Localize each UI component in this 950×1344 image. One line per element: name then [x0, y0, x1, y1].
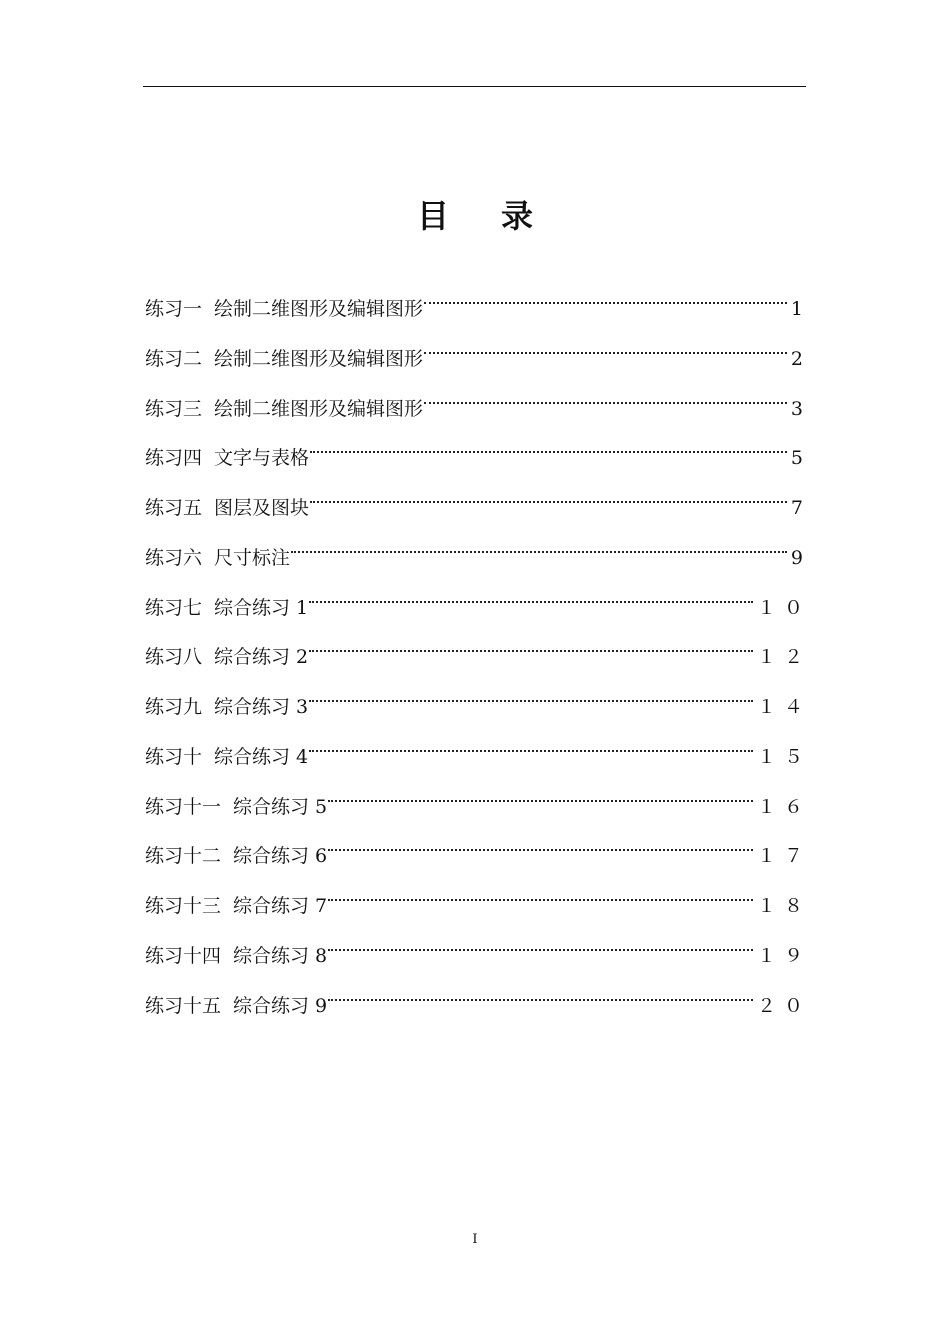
toc-leader-dots: [309, 673, 753, 713]
toc-entry-page: １７: [756, 845, 811, 868]
toc-entry-number: 练习十二: [145, 845, 222, 868]
toc-entry[interactable]: [145, 325, 811, 375]
toc-entry[interactable]: [145, 524, 811, 574]
toc-entry-page: １２: [756, 646, 811, 669]
toc-entry-number: 练习十五: [145, 994, 222, 1017]
toc-entry[interactable]: [145, 872, 811, 922]
toc-title-char-1: 目: [416, 197, 449, 235]
toc-entry[interactable]: [145, 474, 811, 524]
toc-leader-dots: [328, 773, 753, 813]
toc-entry-page: 3: [790, 397, 811, 420]
toc-leader-dots: [328, 972, 753, 1012]
toc-entry-topic: 综合练习 3: [214, 696, 309, 718]
toc-entry[interactable]: [145, 922, 811, 972]
toc-entry-topic: 图层及图块: [214, 497, 310, 519]
toc-entry-number: 练习十一: [145, 795, 222, 818]
toc-entry-number: 练习一: [145, 298, 203, 320]
toc-entry-number: 练习九: [145, 696, 203, 718]
toc-entry-page: １８: [756, 895, 811, 917]
toc-entry-number: 练习十三: [145, 895, 222, 917]
toc-entry[interactable]: [145, 574, 811, 624]
toc-entry-number: 练习十四: [145, 944, 222, 967]
toc-list: [145, 275, 811, 1021]
toc-entry[interactable]: [145, 773, 811, 823]
toc-entry[interactable]: [145, 623, 811, 673]
toc-leader-dots: [328, 822, 753, 862]
toc-entry[interactable]: [145, 972, 811, 1022]
toc-leader-dots: [310, 474, 787, 514]
toc-entry-page: 9: [790, 546, 811, 569]
toc-entry-topic: 绘制二维图形及编辑图形: [214, 347, 424, 370]
toc-entry-number: 练习五: [145, 497, 203, 519]
toc-entry-topic: 综合练习 1: [214, 596, 309, 619]
toc-entry-number: 练习三: [145, 397, 203, 420]
toc-leader-dots: [424, 275, 787, 315]
toc-entry-number: 练习八: [145, 646, 203, 669]
toc-entry-topic: 综合练习 9: [233, 994, 328, 1017]
toc-entry-topic: 绘制二维图形及编辑图形: [214, 298, 424, 320]
toc-leader-dots: [424, 325, 787, 365]
toc-entry[interactable]: [145, 673, 811, 723]
header-rule: [143, 86, 806, 87]
toc-entry-page: １６: [756, 795, 811, 818]
toc-entry-page: １５: [756, 745, 811, 768]
toc-entry-number: 练习四: [145, 447, 203, 470]
toc-entry-page: 1: [790, 298, 811, 320]
toc-entry-page: 5: [790, 447, 811, 470]
toc-entry[interactable]: [145, 424, 811, 474]
toc-entry-number: 练习六: [145, 546, 203, 569]
toc-entry-topic: 绘制二维图形及编辑图形: [214, 397, 424, 420]
toc-leader-dots: [328, 872, 753, 912]
toc-leader-dots: [424, 375, 787, 415]
toc-entry[interactable]: [145, 822, 811, 872]
toc-title: [0, 190, 950, 242]
toc-entry-number: 练习七: [145, 596, 203, 619]
page-footer-number: I: [472, 1232, 478, 1247]
toc-leader-dots: [328, 922, 753, 962]
toc-leader-dots: [310, 424, 787, 464]
toc-entry-topic: 综合练习 8: [233, 944, 328, 967]
toc-leader-dots: [309, 723, 753, 763]
toc-entry-page: １４: [756, 696, 811, 718]
toc-leader-dots: [309, 623, 753, 663]
toc-leader-dots: [309, 574, 753, 614]
toc-entry-page: １９: [756, 944, 811, 967]
toc-leader-dots: [291, 524, 787, 564]
toc-entry-number: 练习二: [145, 347, 203, 370]
toc-entry[interactable]: [145, 375, 811, 425]
toc-title-char-2: 录: [501, 197, 534, 235]
toc-entry-topic: 综合练习 4: [214, 745, 309, 768]
toc-entry-page: 2: [790, 347, 811, 370]
toc-entry-topic: 综合练习 2: [214, 646, 309, 669]
toc-entry-topic: 综合练习 6: [233, 845, 328, 868]
toc-entry[interactable]: [145, 723, 811, 773]
toc-entry-topic: 综合练习 5: [233, 795, 328, 818]
toc-entry-page: １０: [756, 596, 811, 619]
toc-entry-topic: 文字与表格: [214, 447, 310, 470]
toc-entry-page: ２０: [756, 994, 811, 1017]
toc-entry-page: 7: [790, 497, 811, 519]
toc-entry-topic: 尺寸标注: [214, 546, 291, 569]
toc-entry-topic: 综合练习 7: [233, 895, 328, 917]
toc-entry[interactable]: [145, 275, 811, 325]
toc-entry-number: 练习十: [145, 745, 203, 768]
